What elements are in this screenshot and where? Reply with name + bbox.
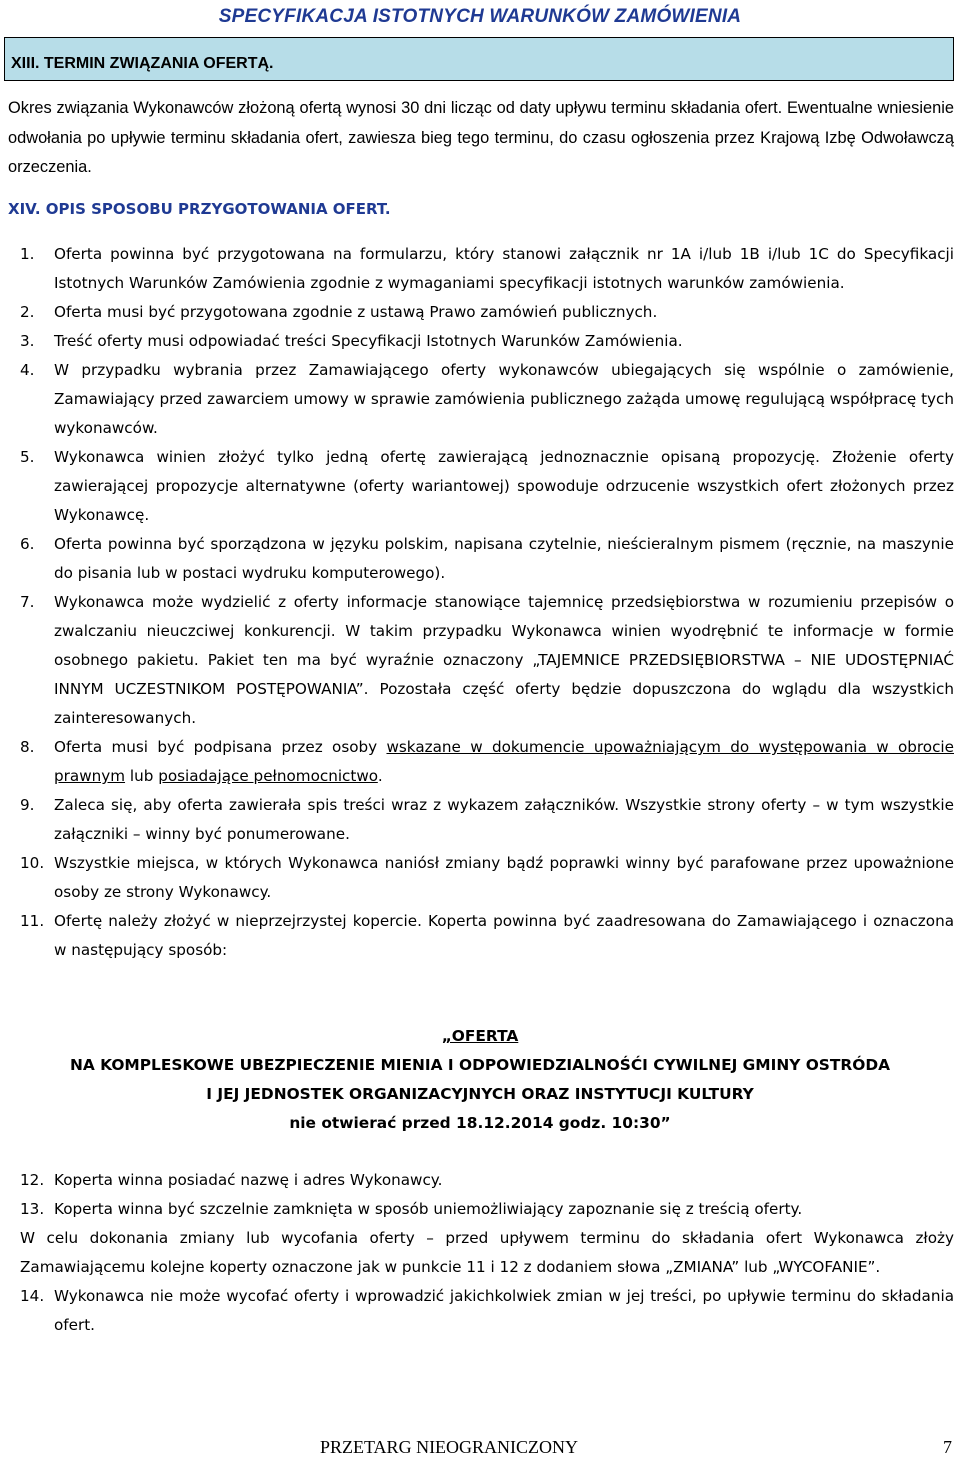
list-item-text: Wszystkie miejsca, w których Wykonawca naniósł zmiany bądź poprawki winny być parafowane przez upoważnione osoby ze strony Wykonawcy. [54, 854, 954, 901]
list-item [0, 1282, 960, 1340]
envelope-line-3: nie otwierać przed 18.12.2014 godz. 10:30” [289, 1114, 671, 1132]
list-item-text: W przypadku wybrania przez Zamawiającego oferty wykonawców ubiegających się wspólnie o zamówienie, Zamawiający przed zawarciem umowy w sprawie zamówienia publicznego zażąda umowę regulującą współpracę tych wykonawców. [54, 361, 954, 437]
list-item-number: 3. [20, 332, 35, 350]
list-item [0, 298, 960, 327]
list-item-number: 9. [20, 796, 35, 814]
list-item [0, 1195, 960, 1224]
preparation-list-continued [0, 1166, 960, 1340]
list-item [0, 849, 960, 907]
list-item-text [54, 733, 954, 791]
change-withdraw-paragraph: W celu dokonania zmiany lub wycofania oferty – przed upływem terminu do składania ofert Wykonawca złoży Zamawiającemu kolejne koperty oznaczone jak w punkcie 11 i 12 z dodaniem słowa „ZMIANA” lub „WYCOFANIE”. [20, 1229, 954, 1276]
envelope-line-1: NA KOMPLESKOWE UBEZPIECZENIE MIENIA I ODPOWIEDZIALNOŚĆI CYWILNEJ GMINY OSTRÓDA [69, 1056, 891, 1074]
list-item-number: 2. [20, 303, 35, 321]
list-item-number: 8. [20, 738, 35, 756]
item-8-text-end: . [377, 767, 383, 785]
page-footer [0, 1437, 960, 1459]
list-item [0, 327, 960, 356]
list-item-number: 1. [20, 245, 35, 263]
item-8-text-start: Oferta musi być podpisana przez osoby [54, 738, 387, 756]
list-item-text: Ofertę należy złożyć w nieprzejrzystej kopercie. Koperta powinna być zaadresowana do Zamawiającego i oznaczona w następujący sposób: [54, 912, 954, 959]
list-item-text: Zaleca się, aby oferta zawierała spis treści wraz z wykazem załączników. Wszystkie strony oferty – w tym wszystkie załączniki – winny być ponumerowane. [54, 796, 954, 843]
list-item [0, 530, 960, 588]
list-item-number: 7. [20, 593, 35, 611]
list-item-text: Wykonawca winien złożyć tylko jedną ofertę zawierającą jednoznacznie opisaną propozycję. Złożenie oferty zawierającej propozycje alternatywne (oferty wariantowej) spowoduje odrzucenie wszystkich ofert złożonych przez Wykonawcę. [54, 448, 954, 524]
section-14-title: XIV. OPIS SPOSOBU PRZYGOTOWANIA OFERT. [8, 200, 391, 218]
envelope-title: „OFERTA [441, 1027, 519, 1045]
list-item [0, 791, 960, 849]
list-item-text: Oferta musi być przygotowana zgodnie z ustawą Prawo zamówień publicznych. [54, 303, 658, 321]
list-item [0, 907, 960, 965]
authorized-persons-underlined: wskazane w dokumencie upoważniającym do występowania w obrocie prawnym [54, 738, 954, 785]
envelope-label [0, 1022, 960, 1138]
list-item-number: 11. [20, 912, 45, 930]
list-item-text: Koperta winna posiadać nazwę i adres Wykonawcy. [54, 1171, 443, 1189]
section-heading-bar [4, 37, 954, 81]
envelope-line-2: I JEJ JEDNOSTEK ORGANIZACYJNYCH ORAZ INSTYTUCJI KULTURY [206, 1085, 754, 1103]
list-item-text: Koperta winna być szczelnie zamknięta w sposób uniemożliwiający zapoznanie się z treścią oferty. [54, 1200, 803, 1218]
item-8-text-middle: lub [125, 767, 159, 785]
footer-label: PRZETARG NIEOGRANICZONY [320, 1437, 579, 1457]
list-item-text: Oferta powinna być przygotowana na formularzu, który stanowi załącznik nr 1A i/lub 1B i/lub 1C do Specyfikacji Istotnych Warunków Zamówienia zgodnie z wymaganiami specyfikacji istotnych warunków zamówienia. [54, 245, 954, 292]
list-item-text: Oferta powinna być sporządzona w języku polskim, napisana czytelnie, nieścieralnym pismem (ręcznie, na maszynie do pisania lub w postaci wydruku komputerowego). [54, 535, 954, 582]
list-item [0, 443, 960, 530]
list-item [0, 1166, 960, 1195]
list-item [0, 588, 960, 733]
list-item-number: 12. [20, 1171, 45, 1189]
section-13-paragraph: Okres związania Wykonawców złożoną ofertą wynosi 30 dni licząc od daty upływu terminu składania ofert. Ewentualne wniesienie odwołania po upływie terminu składania ofert, zawiesza bieg tego terminu, do czasu ogłoszenia przez Krajową Izbę Odwoławczą orzeczenia. [8, 99, 954, 176]
list-item-number: 4. [20, 361, 35, 379]
list-item-number: 14. [20, 1287, 45, 1305]
list-item-text: Wykonawca nie może wycofać oferty i wprowadzić jakichkolwiek zmian w jej treści, po upływie terminu do składania ofert. [54, 1287, 954, 1334]
list-item-number: 6. [20, 535, 35, 553]
page-header-title: SPECYFIKACJA ISTOTNYCH WARUNKÓW ZAMÓWIENIA [218, 6, 742, 27]
list-item [0, 356, 960, 443]
list-item [0, 733, 960, 791]
list-item-text: Treść oferty musi odpowiadać treści Specyfikacji Istotnych Warunków Zamówienia. [54, 332, 683, 350]
list-item-text: Wykonawca może wydzielić z oferty informacje stanowiące tajemnicę przedsiębiorstwa w rozumieniu przepisów o zwalczaniu nieuczciwej konkurencji. W takim przypadku Wykonawca winien wyodrębnić te informacje w formie osobnego pakietu. Pakiet ten ma być wyraźnie oznaczony „TAJEMNICE PRZEDSIĘBIORSTWA – NIE UDOSTĘPNIAĆ INNYM UCZESTNIKOM POSTĘPOWANIA”. Pozostała część oferty będzie dopuszczona do wglądu dla wszystkich zainteresowanych. [54, 593, 954, 727]
section-13-title: XIII. TERMIN ZWIĄZANIA OFERTĄ. [11, 55, 274, 72]
list-item [0, 240, 960, 298]
list-item-number: 10. [20, 854, 45, 872]
list-item-number: 5. [20, 448, 35, 466]
page-number: 7 [943, 1437, 952, 1457]
list-item-number: 13. [20, 1200, 45, 1218]
preparation-list [0, 240, 960, 965]
power-of-attorney-underlined: posiadające pełnomocnictwo [158, 767, 378, 785]
